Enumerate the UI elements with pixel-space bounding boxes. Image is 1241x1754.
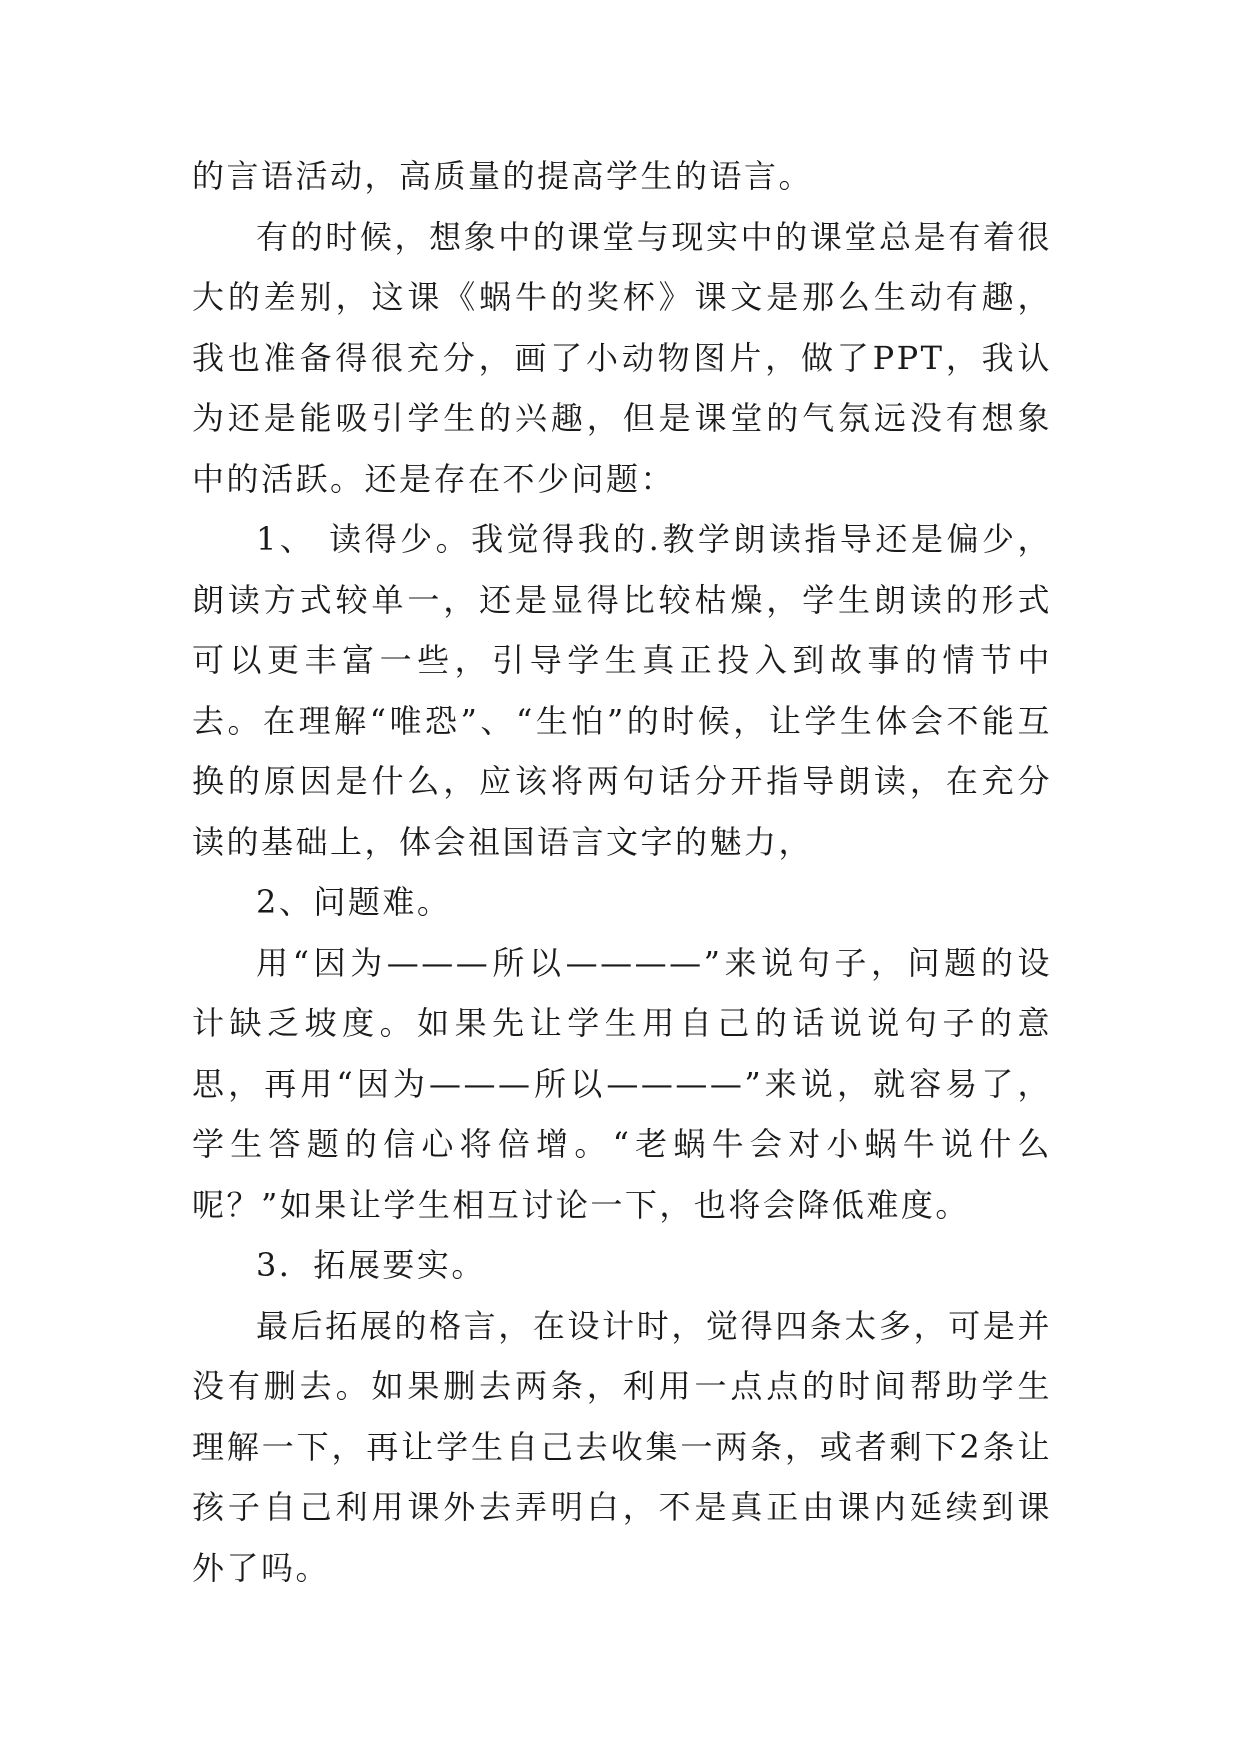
paragraph-continuation: 的言语活动，高质量的提高学生的语言。: [192, 157, 814, 195]
paragraph-point-3: 最后拓展的格言，在设计时，觉得四条太多，可是并没有删去。如果删去两条，利用一点点的时间帮助学生理解一下，再让学生自己去收集一两条，或者剩下2条让孩子自己利用课外去弄明白，不是真正由课内延续到课外了吗。: [192, 1306, 1052, 1587]
paragraph-point-1: 1、 读得少。我觉得我的.教学朗读指导还是偏少，朗读方式较单一，还是显得比较枯燥，学生朗读的形式可以更丰富一些，引导学生真正投入到故事的情节中去。在理解“唯恐”、“生怕”的时候，让学生体会不能互换的原因是什么，应该将两句话分开指导朗读，在充分读的基础上，体会祖国语言文字的魅力，: [192, 520, 1052, 861]
paragraph-point-2: 用“因为———所以————”来说句子，问题的设计缺乏坡度。如果先让学生用自己的话说说句子的意思，再用“因为———所以————”来说，就容易了，学生答题的信心将倍增。“老蜗牛会对小蜗牛说什么呢？”如果让学生相互讨论一下，也将会降低难度。: [192, 943, 1052, 1224]
document-page: [192, 146, 1052, 1598]
paragraph-intro: 有的时候，想象中的课堂与现实中的课堂总是有着很大的差别，这课《蜗牛的奖杯》课文是那么生动有趣，我也准备得很充分，画了小动物图片，做了PPT，我认为还是能吸引学生的兴趣，但是课堂的气氛远没有想象中的活跃。还是存在不少问题：: [192, 217, 1052, 498]
heading-point-2: 2、问题难。: [256, 883, 452, 921]
heading-point-3: 3．拓展要实。: [256, 1246, 486, 1284]
